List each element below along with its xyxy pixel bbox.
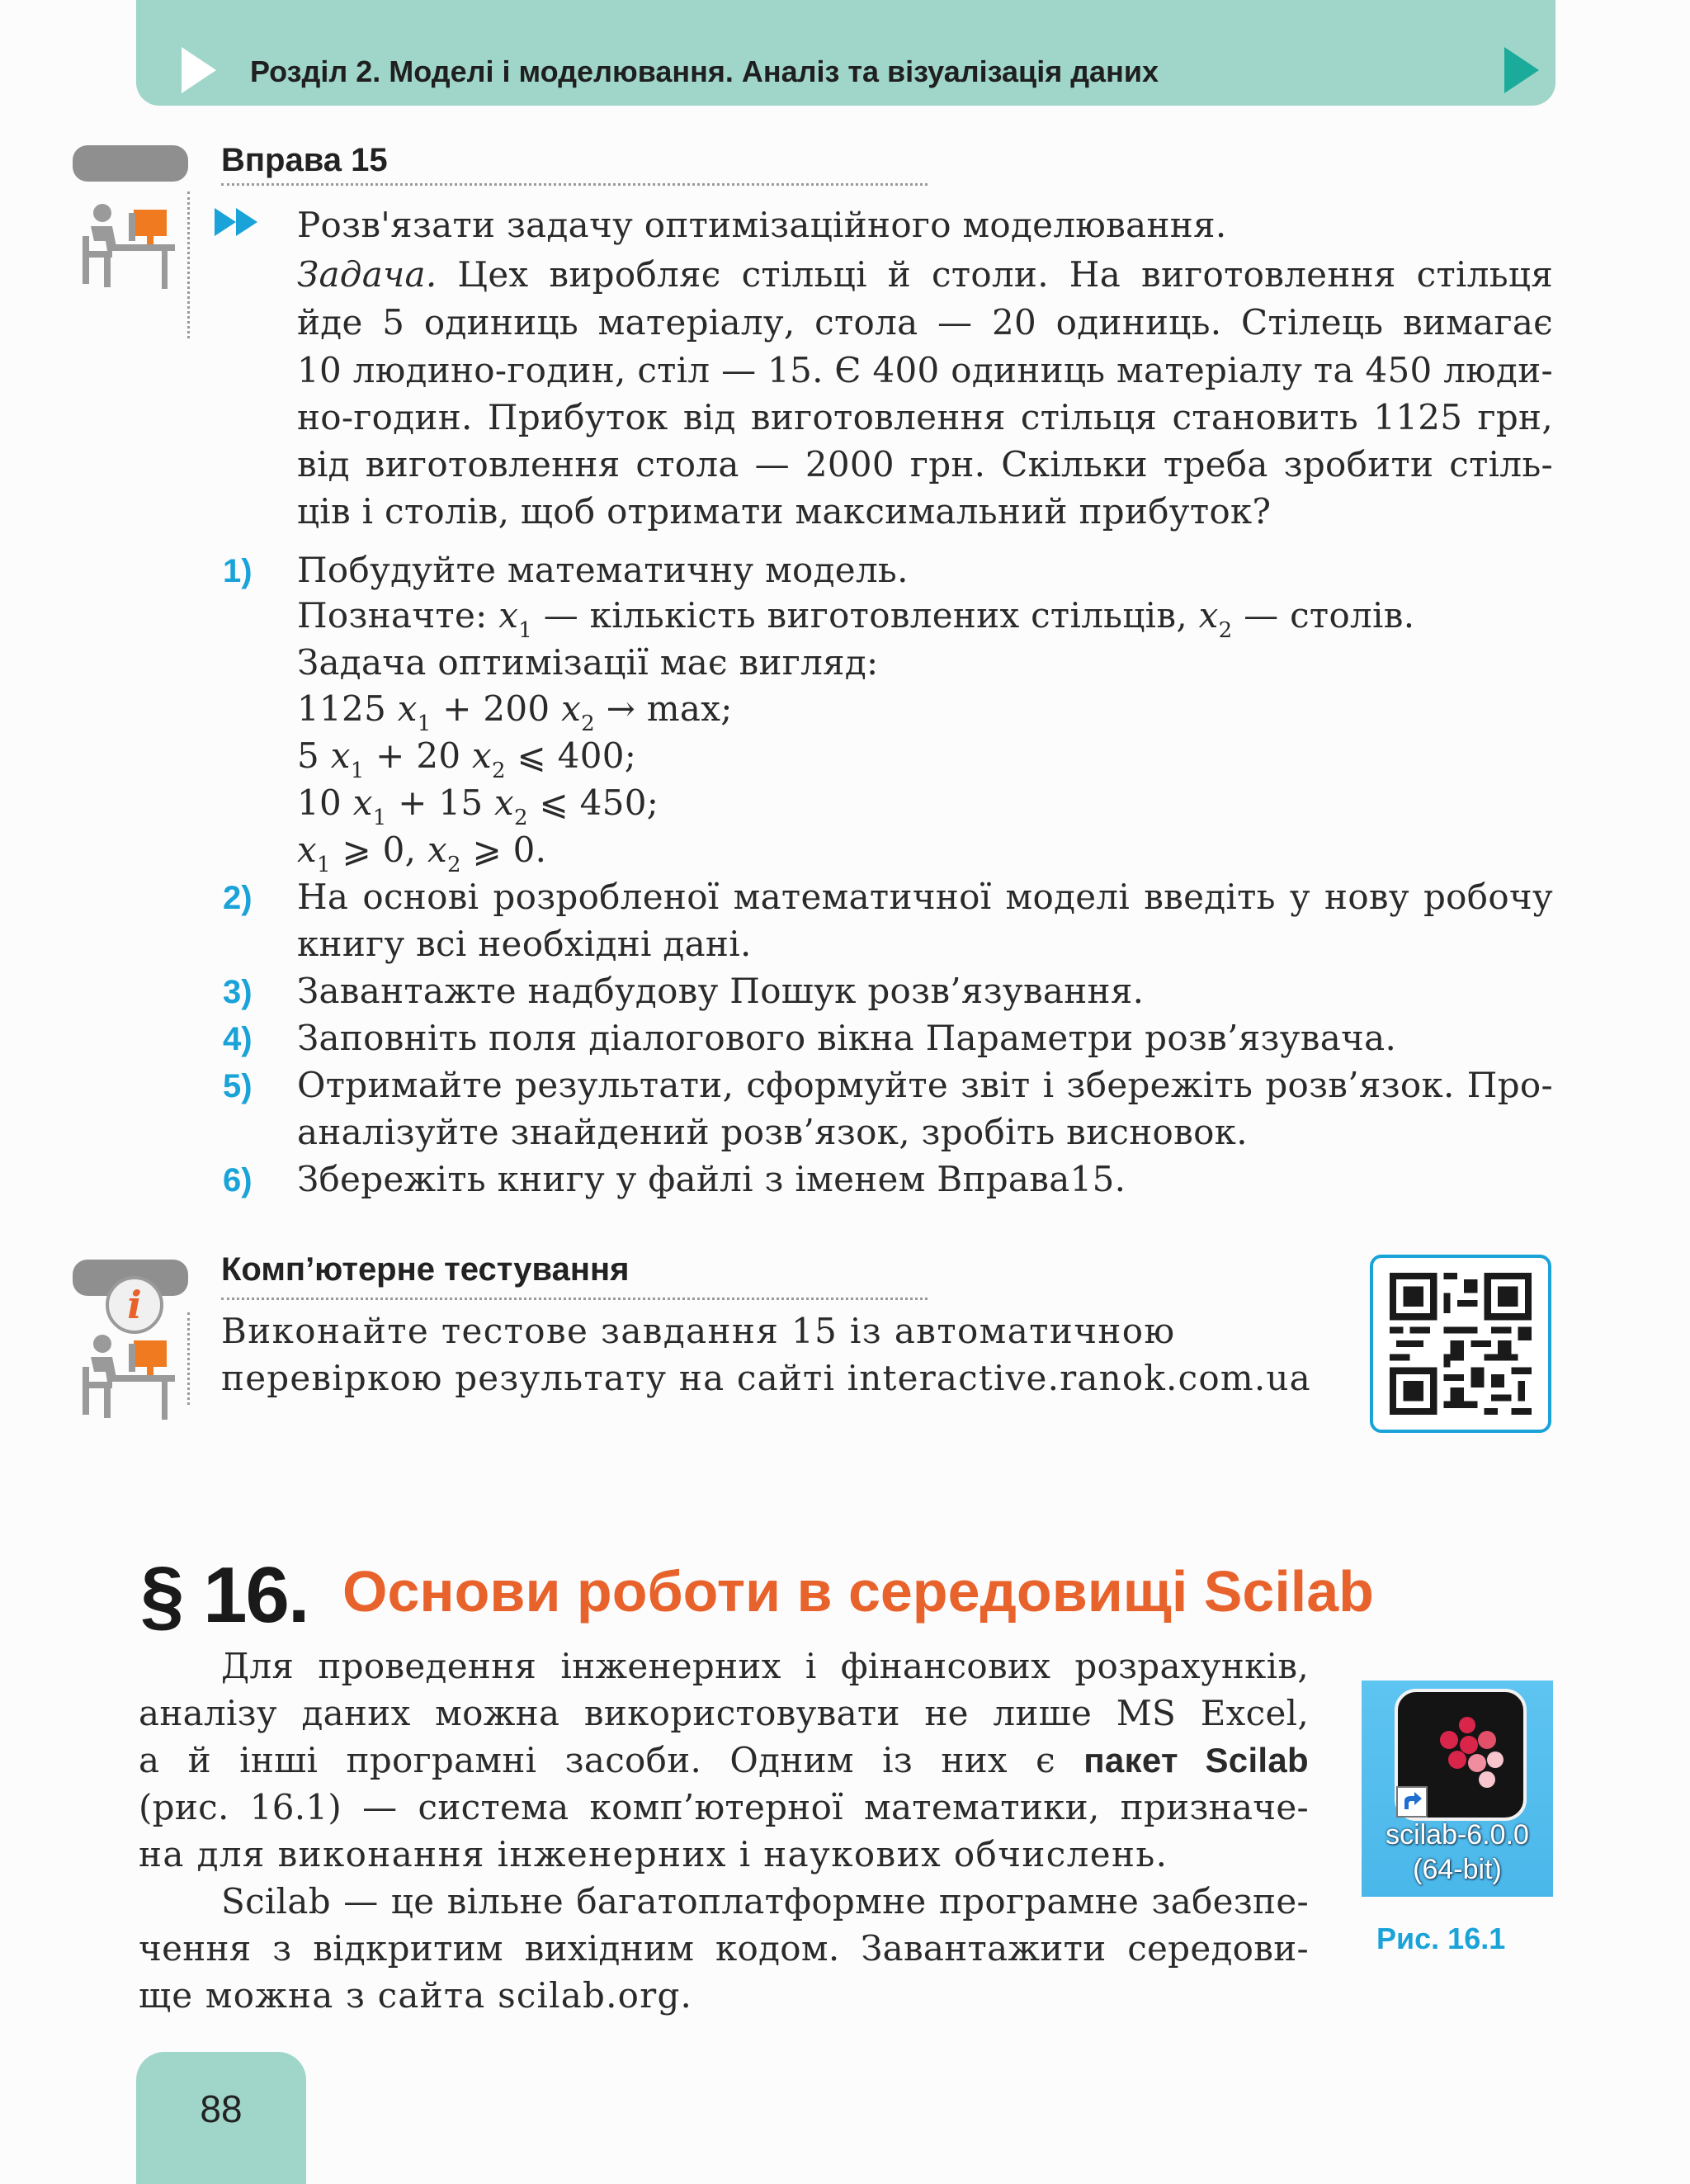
var-x: x [1198, 595, 1219, 636]
testing-text: перевіркою результату на сайті interactive.ranok.com.ua [221, 1358, 1311, 1398]
page-number: 88 [200, 2087, 243, 2130]
var-x: x [472, 735, 493, 776]
scilab-shortcut-figure [1362, 1681, 1553, 1897]
chapter-header [136, 0, 1555, 106]
var-x: x [352, 782, 373, 823]
subscript: 2 [446, 853, 461, 877]
subscript: 2 [492, 759, 506, 783]
var-x: x [498, 595, 519, 636]
equation-objective [297, 688, 733, 736]
divider [221, 1298, 928, 1300]
step-text: Збережіть книгу у файлі з іменем Вправа15. [297, 1159, 1126, 1199]
info-glyph: i [127, 1283, 142, 1327]
student-computer-icon [79, 1329, 175, 1425]
task-line: ців і столів, щоб отримати максимальний прибуток? [297, 491, 1272, 532]
divider [221, 183, 928, 186]
text: ⩾ 0, [330, 830, 427, 870]
task-line [297, 254, 1553, 295]
task-text: Цех виробляє стільці й столи. На виготовлення стільця [437, 254, 1553, 295]
divider [187, 1312, 190, 1405]
text: Позначте: [297, 595, 499, 636]
task-label: Задача. [297, 254, 437, 295]
body-line: (рис. 16.1) — система комп’ютерної математики, призначе- [139, 1787, 1309, 1827]
task-line: но-годин. Прибуток від виготовлення стільця становить 1125 грн, [297, 397, 1553, 437]
task-line: йде 5 одиниць матеріалу, стола — 20 одиниць. Стілець вимагає [297, 302, 1553, 343]
step-text: Побудуйте математичну модель. [297, 550, 909, 590]
page-tab [136, 2052, 306, 2184]
body-line [139, 1740, 1309, 1780]
equation-constraint [297, 735, 637, 783]
step-number: 5) [223, 1068, 253, 1104]
subscript: 1 [417, 711, 432, 736]
fast-forward-icon [215, 208, 259, 236]
subscript: 1 [372, 806, 387, 830]
var-x: x [561, 688, 582, 729]
body-line: Для проведення інженерних і фінансових розрахунків, [221, 1646, 1309, 1686]
step-number: 1) [223, 553, 253, 589]
step-number: 2) [223, 880, 253, 916]
var-x: x [427, 830, 447, 870]
play-arrow-icon [1504, 47, 1539, 93]
text: ⩽ 450; [527, 782, 659, 823]
section-marker [73, 145, 188, 182]
text: + 15 [386, 782, 495, 823]
subscript: 2 [581, 711, 595, 736]
body-line: чення з відкритим вихідним кодом. Завантажити середови- [139, 1928, 1309, 1969]
var-x: x [297, 830, 317, 870]
task-line: 10 людино-годин, стіл — 15. Є 400 одиниць матеріалу та 450 люди- [297, 350, 1553, 390]
paragraph-number-wrap [140, 1550, 309, 1641]
equation-constraint [297, 782, 659, 830]
subscript: 1 [350, 759, 365, 783]
text: а й інші програмні засоби. Одним із них є [139, 1740, 1084, 1780]
subscript: 1 [317, 853, 331, 877]
text: ⩽ 400; [505, 735, 637, 776]
text: — кількість виготовлених стільців, [532, 595, 1199, 636]
subscript: 2 [1218, 618, 1233, 643]
student-computer-icon [79, 198, 175, 294]
text: 5 [297, 735, 331, 776]
text: — столів. [1232, 595, 1415, 636]
text: + 20 [364, 735, 473, 776]
chapter-title: Розділ 2. Моделі і моделювання. Аналіз та візуалізація даних [250, 54, 1159, 88]
step-text: книгу всі необхідні дані. [297, 924, 752, 964]
info-icon [106, 1276, 163, 1334]
step-text: аналізуйте знайдений розв’язок, зробіть висновок. [297, 1112, 1248, 1152]
body-line: аналізу даних можна використовувати не лише MS Excel, [139, 1693, 1309, 1733]
testing-heading: Комп’ютерне тестування [221, 1251, 630, 1288]
subscript: 1 [518, 618, 533, 643]
var-x: x [397, 688, 418, 729]
step-text: Заповніть поля діалогового вікна Параметри розв’язувача. [297, 1018, 1397, 1058]
qr-code[interactable] [1370, 1255, 1551, 1433]
model-denote [297, 595, 1415, 643]
qr-code-icon [1390, 1273, 1532, 1415]
shortcut-label: (64-bit) [1413, 1854, 1502, 1885]
exercise-intro: Розв'язати задачу оптимізаційного моделювання. [297, 205, 1227, 245]
body-line: ще можна з сайта scilab.org. [139, 1975, 693, 2016]
divider [187, 191, 190, 338]
paragraph-number: § 16. [140, 1551, 309, 1639]
bold-term: пакет Scilab [1083, 1741, 1309, 1780]
step-text: Завантажте надбудову Пошук розв’язування. [297, 971, 1145, 1011]
var-x: x [330, 735, 351, 776]
testing-text: Виконайте тестове завдання 15 із автоматичною [221, 1311, 1176, 1351]
step-text: На основі розробленої математичної моделі введіть у нову робочу [297, 877, 1553, 917]
shortcut-label: scilab-6.0.0 [1386, 1819, 1529, 1851]
text: ⩾ 0. [460, 830, 547, 870]
step-number: 3) [223, 974, 253, 1010]
text: + 200 [431, 688, 562, 729]
equation-nonneg [297, 830, 547, 877]
figure-caption: Рис. 16.1 [1376, 1922, 1506, 1955]
paragraph-title: Основи роботи в середовищі Scilab [342, 1559, 1374, 1624]
model-form: Задача оптимізації має вигляд: [297, 642, 879, 683]
step-text: Отримайте результати, сформуйте звіт і збережіть розв’язок. Про- [297, 1065, 1553, 1105]
exercise-heading: Вправа 15 [221, 142, 388, 178]
text: 10 [297, 782, 353, 823]
subscript: 2 [514, 806, 528, 830]
step-number: 4) [223, 1021, 253, 1057]
body-line: на для виконання інженерних і наукових обчислень. [139, 1834, 1168, 1874]
shortcut-arrow-icon [1396, 1786, 1428, 1818]
body-line: Scilab — це вільне багатоплатформне програмне забезпе- [221, 1881, 1309, 1922]
text: → max; [594, 688, 733, 729]
var-x: x [494, 782, 515, 823]
step-number: 6) [223, 1162, 253, 1198]
play-arrow-icon [182, 47, 216, 93]
text: 1125 [297, 688, 398, 729]
task-line: від виготовлення стола — 2000 грн. Скільки треба зробити стіль- [297, 444, 1553, 485]
